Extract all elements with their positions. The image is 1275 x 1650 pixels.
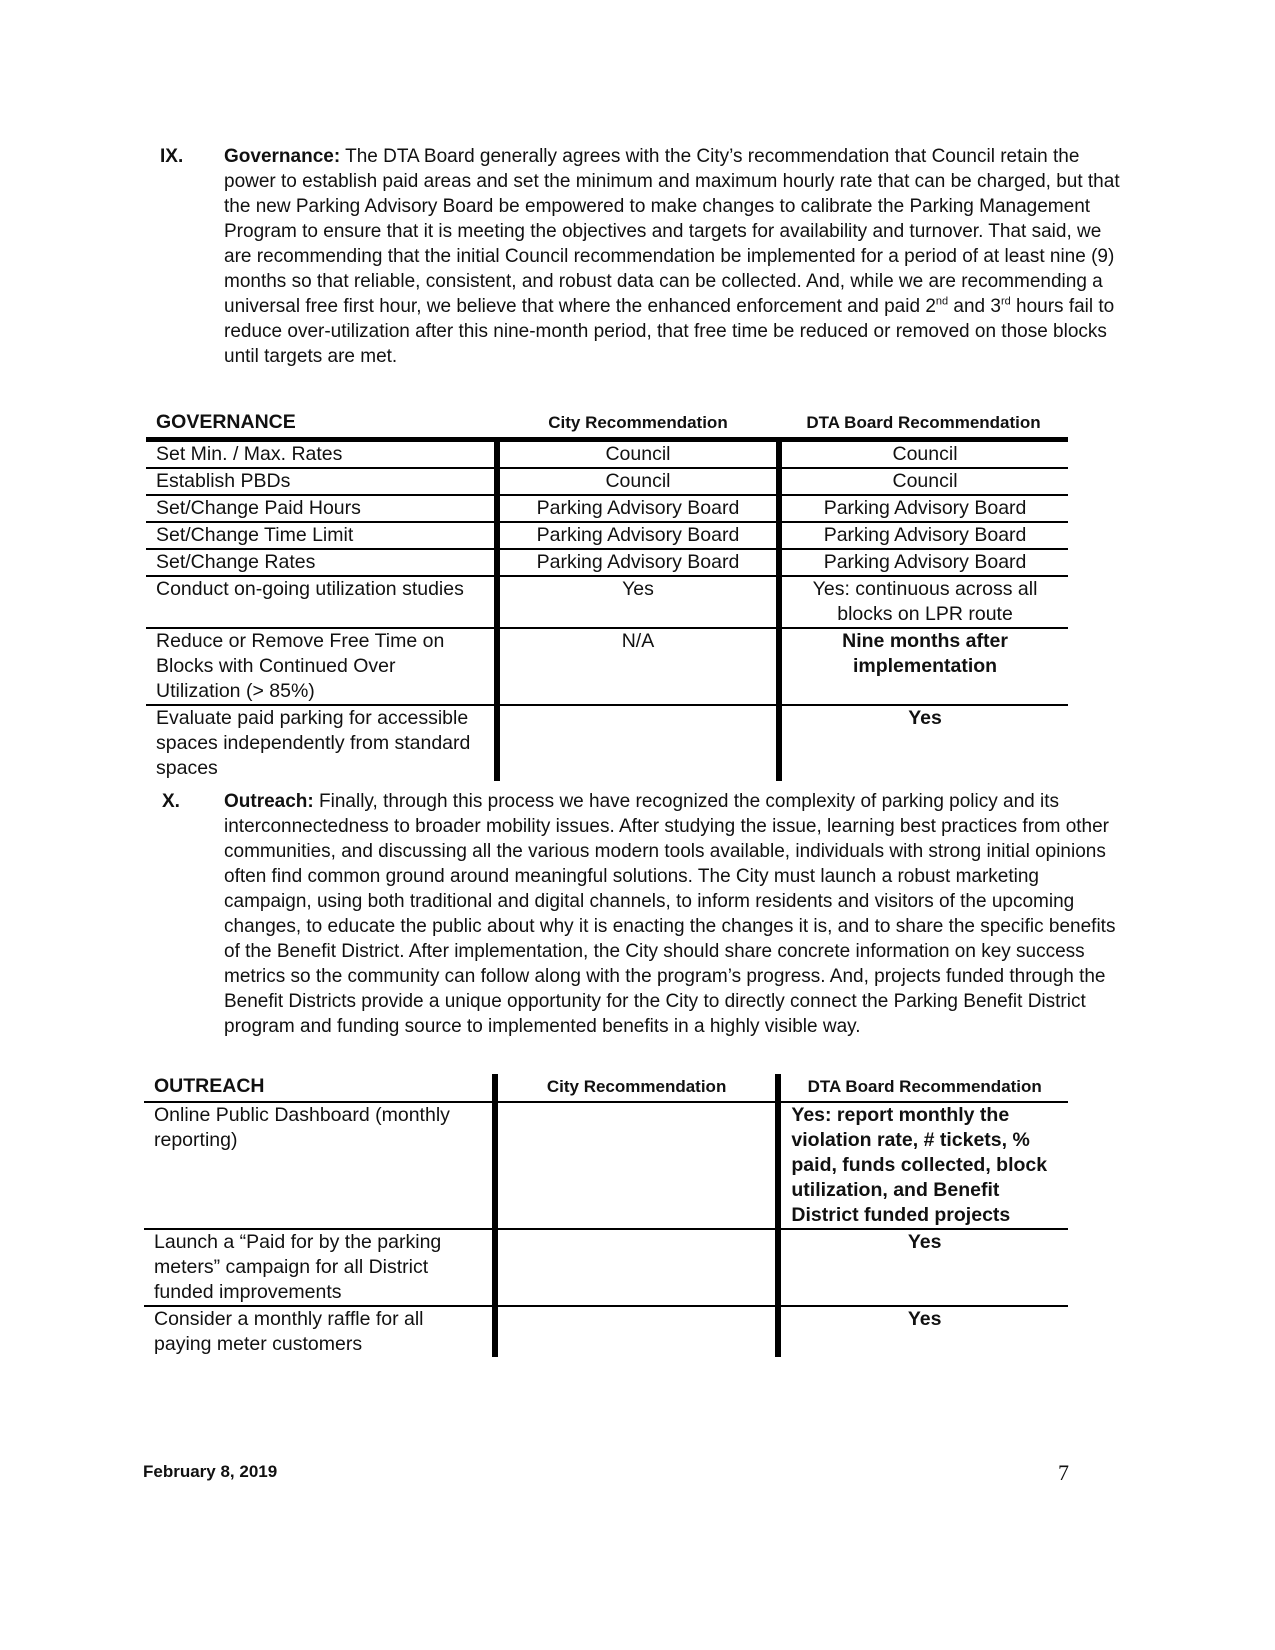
item-cell: Establish PBDs: [146, 468, 497, 495]
outreach-table: [144, 1074, 1068, 1357]
table-row: [146, 522, 1068, 549]
table-category-header: OUTREACH: [144, 1074, 495, 1102]
section-heading: Outreach:: [224, 791, 314, 812]
dta-cell: Parking Advisory Board: [779, 549, 1068, 576]
table-category-header: GOVERNANCE: [146, 410, 497, 440]
item-cell: Evaluate paid parking for accessible spaces independently from standard spaces: [156, 707, 471, 779]
section-number: X.: [162, 791, 180, 812]
governance-table: [146, 410, 1068, 781]
table-header-row: [146, 410, 1068, 440]
dta-cell: Yes: continuous across all blocks on LPR route: [779, 576, 1068, 628]
table-row: [146, 495, 1068, 522]
dta-cell: Yes: report monthly the violation rate, # tickets, % paid, funds collected, block utilization, and Benefit District funded projects: [778, 1102, 1068, 1229]
city-cell: [495, 1229, 779, 1306]
item-cell: Launch a “Paid for by the parking meters” campaign for all District funded improvements: [144, 1229, 495, 1306]
dta-column-header: DTA Board Recommendation: [779, 410, 1068, 440]
table-row: [146, 705, 1068, 781]
dta-cell: Parking Advisory Board: [779, 495, 1068, 522]
table-row: [144, 1306, 1068, 1357]
table-row: [144, 1229, 1068, 1306]
city-cell: Council: [497, 440, 779, 469]
item-cell: Set/Change Paid Hours: [146, 495, 497, 522]
item-cell: Set/Change Time Limit: [146, 522, 497, 549]
table-row: [146, 628, 1068, 705]
table-header-row: [144, 1074, 1068, 1102]
dta-cell: Nine months after implementation: [779, 628, 1068, 705]
item-cell: Set Min. / Max. Rates: [146, 440, 497, 469]
item-cell: Set/Change Rates: [146, 549, 497, 576]
city-cell: Council: [497, 468, 779, 495]
item-cell: Reduce or Remove Free Time on Blocks with Continued Over Utilization (> 85%): [146, 628, 497, 705]
dta-cell: Council: [779, 468, 1068, 495]
table-row: [146, 468, 1068, 495]
page-number: 7: [1058, 1460, 1069, 1485]
section-heading: Governance:: [224, 146, 341, 167]
item-cell: Online Public Dashboard (monthly reporting): [144, 1102, 495, 1229]
item-cell: Conduct on-going utilization studies: [146, 576, 497, 628]
dta-cell: Yes: [908, 707, 942, 729]
footer-date: February 8, 2019: [143, 1462, 278, 1481]
dta-cell: Yes: [778, 1229, 1068, 1306]
city-cell: [497, 705, 779, 781]
dta-cell: Yes: [907, 1308, 942, 1330]
table-row: [146, 440, 1068, 469]
section-paragraph: Outreach: Finally, through this process we have recognized the complexity of parking policy and its interconnectedness to broader mobility issues. After studying the issue, learning best practices from other communities, and discussing all the various modern tools available, individuals with strong initial opinions often find common ground around meaningful solutions. The City must launch a robust marketing campaign, using both traditional and digital channels, to inform residents and visitors of the upcoming changes, to educate the public about why it is enacting the changes it is, and to share the specific benefits of the Benefit District. After implementation, the City should share concrete information on key success metrics so the community can follow along with the program’s progress. And, projects funded through the Benefit Districts provide a unique opportunity for the City to directly connect the Parking Benefit District program and funding source to implemented benefits in a highly visible way.: [224, 791, 1116, 1037]
city-cell: Yes: [497, 576, 779, 628]
city-cell: [495, 1306, 779, 1357]
dta-cell: Parking Advisory Board: [779, 522, 1068, 549]
dta-cell: Council: [779, 440, 1068, 469]
city-cell: Parking Advisory Board: [497, 549, 779, 576]
section-paragraph: Governance: The DTA Board generally agrees with the City’s recommendation that Council retain the power to establish paid areas and set the minimum and maximum hourly rate that can be charged, but that the new Parking Advisory Board be empowered to make changes to calibrate the Parking Management Program to ensure that it is meeting the objectives and targets for availability and turnover. That said, we are recommending that the initial Council recommendation be implemented for a period of at least nine (9) months so that reliable, consistent, and robust data can be collected. And, while we are recommending a universal free first hour, we believe that where the enhanced enforcement and paid 2nd and 3rd hours fail to reduce over-utilization after this nine-month period, that free time be reduced or removed on those blocks until targets are met.: [224, 146, 1120, 367]
table-row: [146, 576, 1068, 628]
dta-column-header: DTA Board Recommendation: [778, 1074, 1068, 1102]
city-cell: N/A: [497, 628, 779, 705]
item-cell: Consider a monthly raffle for all paying meter customers: [154, 1308, 424, 1355]
city-cell: Parking Advisory Board: [497, 495, 779, 522]
section-number: IX.: [160, 146, 184, 167]
table-row: [144, 1102, 1068, 1229]
city-cell: [495, 1102, 779, 1229]
city-column-header: City Recommendation: [495, 1074, 779, 1102]
table-row: [146, 549, 1068, 576]
city-column-header: City Recommendation: [497, 410, 779, 440]
city-cell: Parking Advisory Board: [497, 522, 779, 549]
